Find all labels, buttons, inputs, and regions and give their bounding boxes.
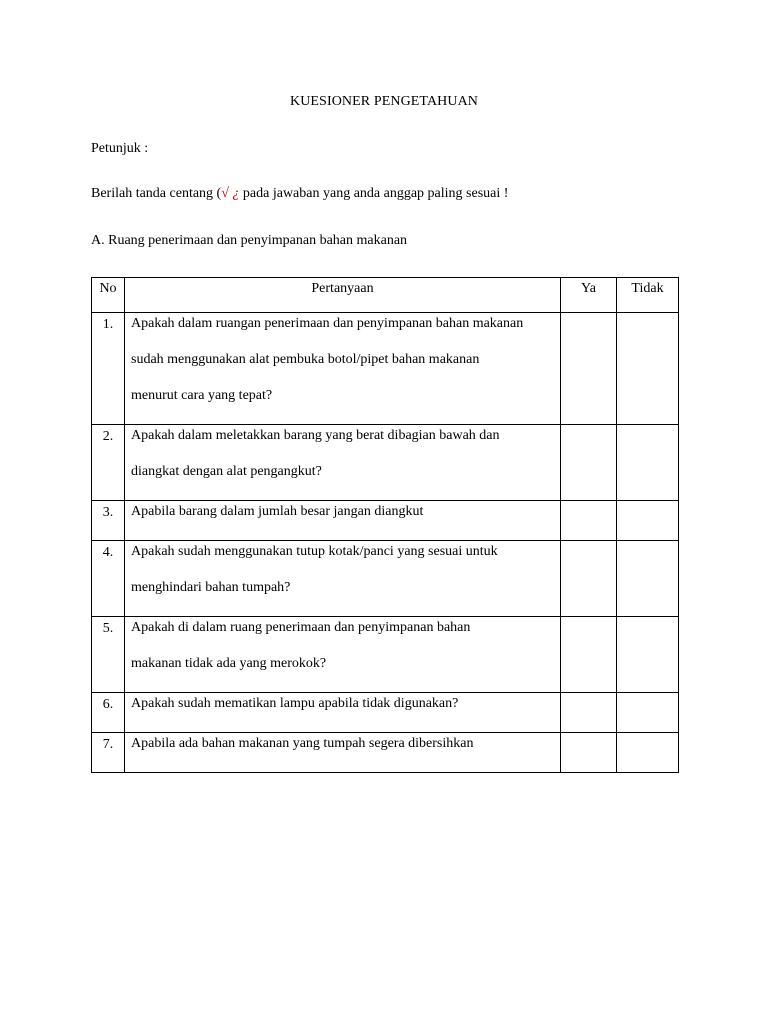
- table-row: [92, 733, 679, 773]
- question-line: Apakah sudah mematikan lampu apabila tidak digunakan?: [131, 696, 459, 711]
- question-line: Apakah di dalam ruang penerimaan dan penyimpanan bahan: [131, 620, 471, 635]
- question-line: Apakah dalam ruangan penerimaan dan penyimpanan bahan makanan: [131, 316, 524, 331]
- answer-yes-cell[interactable]: [561, 617, 617, 693]
- row-number: 2.: [92, 425, 125, 501]
- table-row: [92, 425, 679, 501]
- row-number: 6.: [92, 693, 125, 733]
- question-line: makanan tidak ada yang merokok?: [131, 656, 327, 671]
- page-title: KUESIONER PENGETAHUAN: [289, 94, 479, 109]
- instruction-suffix: pada jawaban yang anda anggap paling sesuai !: [239, 186, 509, 201]
- instruction-text: [91, 186, 508, 202]
- answer-no-cell[interactable]: [617, 733, 679, 773]
- check-mark-symbol: √ ¿: [221, 186, 240, 201]
- question-line: sudah menggunakan alat pembuka botol/pipet bahan makanan: [131, 352, 480, 367]
- answer-no-cell[interactable]: [617, 693, 679, 733]
- question-cell: [125, 733, 561, 773]
- questionnaire-table: [91, 277, 679, 773]
- table-row: [92, 541, 679, 617]
- question-line: Apakah dalam meletakkan barang yang berat dibagian bawah dan: [131, 428, 500, 443]
- question-line: menghindari bahan tumpah?: [131, 580, 291, 595]
- question-line: Apabila ada bahan makanan yang tumpah segera dibersihkan: [131, 736, 474, 751]
- row-number: 4.: [92, 541, 125, 617]
- question-line: Apakah sudah menggunakan tutup kotak/panci yang sesuai untuk: [131, 544, 498, 559]
- row-number: 1.: [92, 313, 125, 425]
- header-no-answer: Tidak: [617, 278, 679, 313]
- answer-no-cell[interactable]: [617, 617, 679, 693]
- answer-no-cell[interactable]: [617, 541, 679, 617]
- row-number: 3.: [92, 501, 125, 541]
- answer-yes-cell[interactable]: [561, 693, 617, 733]
- table-row: [92, 313, 679, 425]
- question-line: Apabila barang dalam jumlah besar jangan diangkut: [131, 504, 424, 519]
- section-heading: A. Ruang penerimaan dan penyimpanan bahan makanan: [91, 233, 408, 248]
- table-body: [92, 313, 679, 773]
- answer-no-cell[interactable]: [617, 313, 679, 425]
- header-no: No: [92, 278, 125, 313]
- table-row: [92, 617, 679, 693]
- answer-yes-cell[interactable]: [561, 733, 617, 773]
- row-number: 7.: [92, 733, 125, 773]
- question-cell: [125, 425, 561, 501]
- row-number: 5.: [92, 617, 125, 693]
- question-cell: [125, 541, 561, 617]
- question-line: menurut cara yang tepat?: [131, 388, 273, 403]
- answer-no-cell[interactable]: [617, 425, 679, 501]
- answer-yes-cell[interactable]: [561, 313, 617, 425]
- question-line: diangkat dengan alat pengangkut?: [131, 464, 322, 479]
- answer-no-cell[interactable]: [617, 501, 679, 541]
- question-cell: [125, 313, 561, 425]
- petunjuk-label: Petunjuk :: [91, 141, 149, 156]
- instruction-prefix: Berilah tanda centang (: [91, 186, 222, 201]
- header-yes: Ya: [561, 278, 617, 313]
- answer-yes-cell[interactable]: [561, 501, 617, 541]
- header-question: Pertanyaan: [125, 278, 561, 313]
- answer-yes-cell[interactable]: [561, 425, 617, 501]
- answer-yes-cell[interactable]: [561, 541, 617, 617]
- question-cell: [125, 617, 561, 693]
